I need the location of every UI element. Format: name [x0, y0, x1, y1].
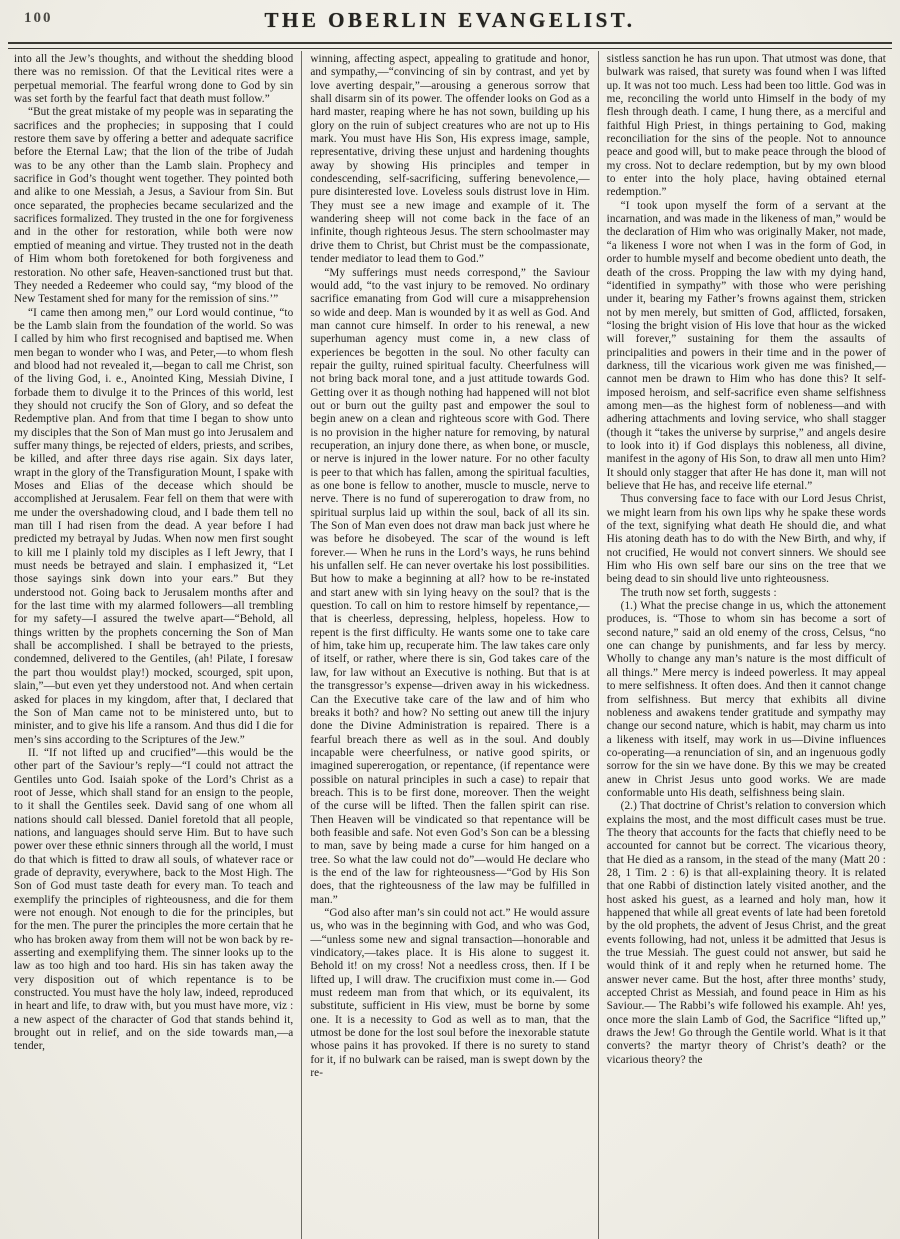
article-columns	[6, 51, 894, 1239]
column-2	[301, 51, 598, 1239]
masthead-title: THE OBERLIN EVANGELIST.	[264, 8, 636, 32]
paragraph: (2.) That doctrine of Christ’s relation to conversion which explains the most, and the most difficult cases must be true. The theory that accounts for the facts that chiefly need to be accounted for cannot but be correct. The vicarious theory, that He died as a ransom, in the stead of the many (Matt 20 : 28, 1 Tim. 2 : 6) is that all-explaining theory. It is related that one Rabbi of distinction lately visited another, and the host asked his guest, as a learned and holy man, how it happened that while all great events of late had been foretold by the old prophets, the advent of Jesus Christ, and the great events following, had not, unless it be admitted that Jesus is the true Messiah. The guest could not answer, but said he would think of it and reply when he returned home. The answer never came. But the host, after three months’ study, accepted Christ as Messiah, and found peace in Him as his Saviour.— The Rabbi’s wife followed his example. Ah! yes, once more the slain Lamb of God, the Sacrifice “lifted up,” draws the Jew! Go through the Gentile world. What is it that converts? the martyr theory of Christ’s death? or the vicarious theory? the	[606, 800, 886, 1066]
paragraph: Thus conversing face to face with our Lord Jesus Christ, we might learn from his own lips why he spake these words of the text, signifying what death He should die, and what His atoning death has to do with the New Birth, and why, if not crucified, He would not convert sinners. We should see Him who His own self bare our sins on the tree that we being dead to sin should live unto righteousness.	[606, 493, 886, 586]
paragraph: “I took upon myself the form of a servant at the incarnation, and was made in the likeness of man,” would be the declaration of Him who was originally Maker, not made, “a likeness I wore not when I was in the form of God, in order to humble myself and become obedient unto death, the death of the cross. Propping the law with my dying hand, “identified in sympathy” with those who were perishing under it, bearing my Father’s frowns against them, stricken not by men merely, but smitten of God, afflicted, forsaken, “losing the bright vision of His love that hour as the wicked will forever,” sustaining for them the assaults of principalities and powers in their time and in the power of darkness, till the vicarious work given me was finished,—cannot men be drawn to Him who has done this? It self-imposed heroism, and self-sacrifice even shame selfishness among men—as the highest form of nobleness—and with adhering attachments and loving service, who shall stagger (though it “takes the universe by surprise,” and angels desire to look into it) if God displays this nobleness, all divine, manifest in the agony of His Son, to draw all men unto Him? It should only stagger that after He has done it, man will not believe that He has, and receive life eternal.”	[606, 199, 886, 492]
paragraph: into all the Jew’s thoughts, and without the shedding blood there was no remission. Of that the Levitical rites were a perpetual memorial. The fearful wrong done to God by sin was set forth by the fearful fact that death must follow.”	[14, 53, 294, 106]
page-header	[6, 4, 894, 38]
paragraph: “My sufferings must needs correspond,” the Saviour would add, “to the vast injury to be removed. No ordinary sacrifice emanating from God will cure a misapprehension so wide and deep. Man is wounded by it as well as God. And man cannot cure himself. In order to his renewal, a new superhuman agency must come in, a new class of experiences be begotten in the soul. No other faculty can repair the guilty, ruined spiritual faculty. Cheerfulness will not bring back moral tone, and a just attitude towards God. Getting over it as though nothing had happened will not blot out or burn out the guilty past and empower the soul to begin anew on a clean and righteous score with God. There is no provision in the higher nature for removing, by natural recuperation, an injury done there, as when bone, or muscle, or nerve is injured in the lower nature. For no other faculty is peer to that which has fallen, among the spiritual faculties, as one bone is fellow to another, muscle to muscle, nerve to nerve. There is no fund of supererogation to draw from, no spiritual surplus laid up within the soul, back of all its sin. The Son of Man even does not draw man back just where he was before he disobeyed. The scar of the wound is left forever.— When he runs in the Lord’s ways, he runs behind his unfallen self. He can never overtake his lost possibilities. But how to make a beginning at all? how to be re-instated and start anew with sin lying heavy on the soul? that is the question. To call on him to restore himself by repentance,—that is cheerless, depressing, helpless, hopeless. How to repent is the first difficulty. He wants some one to take care of him, take him up, recuperate him. The law takes care only of itself, or rather, where there is sin, God takes care of the law, for law without an Executive is nothing. But that is at the transgressor’s expense—driven away in his wickedness. Can the Executive take care of the law and of him who breaks it both? and how? No setting out anew till the injury done the Divine Administration is repaired. There is a fearful breach there as well as in the soul. And doubly incapable were cheerfulness, or native good spirits, or imagined supererogation, or repentance, (if repentance were possible on natural principles in such a case) to repair that breach. This is to be first done, moreover. Then the weight of the curse will be lifted. Then the fallen spirit can rise. Then Heaven will be vindicated so that repentance will be both feasible and safe. Not even God’s Son can be a blessing to man, save by being made a curse for him hanged on a tree. So what the law could not do”—would He declare who is the end of the law for righteousness—“God by His Son does, that the righteousness of the law may be fulfilled in man.”	[310, 266, 590, 906]
paragraph: “I came then among men,” our Lord would continue, “to be the Lamb slain from the foundation of the world. So was I called by him who first recognised and baptised me. When men began to wonder who I was, and Peter,—to whom flesh and blood had not revealed it,—began to call me Christ, son of the living God, i. e., Anointed King, Messiah Divine, I forbade them to divulge it to the Princes of this world, lest they should not crucify the Son of Glory, and so defeat the Redemptive plan. And from that time I began to show unto my disciples that the Son of Man must go into Jerusalem and suffer many things, be rejected of elders, priests, and scribes, be killed, and after three days rise again. Six days later, wrapt in the glory of the Transfiguration Mount, I spake with Moses and Elias of the decease which should be accomplished at Jerusalem. Fear fell on them that were with me under the overshadowing cloud, and I bade them tell no man till I had risen from the dead. A year before I had predicted my betrayal by Judas. When now men first sought to kill me I plainly told my disciples as I left Jewry, that I must needs be betrayed and slain. I emphasized it, “Let those sayings sink down into your ears.” But they understood not. Going back to Jerusalem months after and for the last time with my alarmed followers—all trembling for my safety—I assured the twelve apart—“Behold, all things written by the prophets concerning the Son of Man shall be accomplished. I shall be betrayed to the priests, condemned, delivered to the Gentiles, (ah! Pilate, I foresaw the part thou wouldst play!) mocked, scourged, spit upon, slain,”—but even yet they understood not. And when certain asked for places in my kingdom, after that, I declared that the Son of Man came not to be ministered unto, but to minister, and to give his life a ransom. And thus did I die for men’s sins according to the Scriptures of the Jew.”	[14, 306, 294, 746]
paragraph: The truth now set forth, suggests :	[620, 586, 777, 599]
column-1	[6, 51, 301, 1239]
paragraph: “God also after man’s sin could not act.” He would assure us, who was in the beginning with God, and who was God,—“unless some new and signal transaction—honorable and vindicatory,—takes place. It is His alone to suggest it. Behold it! on my cross! Not a needless cross, then. If I be lifted up, I will draw. The crucifixion must come in.— God must redeem man from that which, or its equivalent, its substitute, sufficient in His view, must be borne by some one. It is a necessity to God as well as to man, that the utmost be done for the lost soul before the inexorable statute whose pains it has provoked. If there is no surety to stand for it, if no bulwark can be raised, man is swept down by the re-	[310, 907, 590, 1080]
header-double-rule	[8, 42, 892, 49]
paragraph: (1.) What the precise change in us, which the attonement produces, is. “Those to whom sin has become a sort of second nature,” said an old enemy of the cross, Celsus, “no one can change by punishments, and far less by mercy. Wholly to change any man’s nature is the most difficult of all things.” Mere mercy is indeed powerless. It may appeal to mere selfishness. It often does. And then it cannot change from selfishness. But mercy that exhibits all divine nobleness and awakens tender gratitude and sympathy may change our second nature, which is habit, may charm us into a likeness with itself, may work in us—Divine influences co-operating—a renunciation of sin, and an ingenuous godly sorrow for the sin we have done. By this we may be created anew in Christ Jesus unto good works. We are made conformable unto His death, selfishness being slain.	[606, 600, 886, 799]
column-3	[599, 51, 894, 1239]
paragraph: winning, affecting aspect, appealing to gratitude and honor, and sympathy,—“convincing of sin by contrast, and yet by love averting despair,”—arousing a generous sorrow that shall disarm sin of its power. The offender looks on God as a hard master, reaping where he has not sown, building up his glory on the ruin of subject creatures who are not up to His mark. You must have His Son, His express image, sample, representative, driving these unjust and hardening thoughts away by showing His principles and temper in condescending, self-sacrificing, suffering benevolence,—pure disinterested love. Loveless souls distrust love in Him. They must see a new image and example of it. The wandering sheep will not come back in the face of an infinite, though righteous Jesus. The stern schoolmaster may drive them to Christ, but Christ must be the compassionate, tender mediator to lead them to God.”	[310, 53, 590, 266]
page-number: 100	[24, 10, 53, 26]
paragraph: II. “If not lifted up and crucified”—this would be the other part of the Saviour’s reply—“I could not attract the Gentiles unto God. Isaiah spoke of the Lord’s Christ as a root of Jesse, which shall stand for an ensign to the people, to it shall the Gentiles seek. David sang of one whom all nations should call blessed. Daniel foretold that all people, nations, and languages should serve Him. But to have such power over these ethnic sinners through all the world, I must do that which is fitted to draw all souls, of whatever race or grade of depravity, everywhere, back to the Most High. The Son of God must taste death for every man. To teach and exemplify the principles of righteousness, and die for them were not enough. Not enough to die for the principles, but for the men. The purer the principles the more certain that he who has broken away from them will not be won back by re-asserting and exemplifying them. The sinner looks up to the law as too high and too hard. His sin has taken away the very disposition out of which repentance is to be constructed. You must have the holy law, indeed, reproduced in heart and life, to draw with, but you must have more, viz : a new aspect of the character of God that stands behind it, brought out in relief, and on the side towards man,—a tender,	[14, 746, 294, 1053]
paragraph: “But the great mistake of my people was in separating the sacrifices and the prophecies; in supposing that I could restore them save by offering a better and adequate sacrifice before the Eternal Law; that the lion of the tribe of Judah was to be any other than the Lamb slain. Prophecy and sacrifice in God’s thought went together. They pointed both and alike to one Messiah, a Jesus, a Saviour from Sin. But once separated, the prophecies became secularized and the sacrifices formalized. They trusted in the one for forgiveness and in the other for restoration, while both were now emptied of meaning and virtue. They trusted not in the death of Him whom both foretokened for both forgiveness and restoration. No other safe, Heaven-sanctioned trust but that. They needed a Redeemer who could say, “my blood of the New Testament shed for many for the remission of sins.’”	[14, 106, 294, 306]
paragraph: sistless sanction he has run upon. That utmost was done, that bulwark was raised, that surety was found when I was lifted up. It was not too much. Less had been too little. God was in me, reconciling the world unto Himself in the body of my flesh through death. I came, I hung there, as a merciful and faithful High Priest, in things pertaining to God, making reconciliation for the sins of the people. Not to announce peace and good will, but to make peace through the blood of my cross. Not to declare redemption, but by my own blood to enter into the holy place, having obtained eternal redemption.”	[606, 53, 886, 199]
